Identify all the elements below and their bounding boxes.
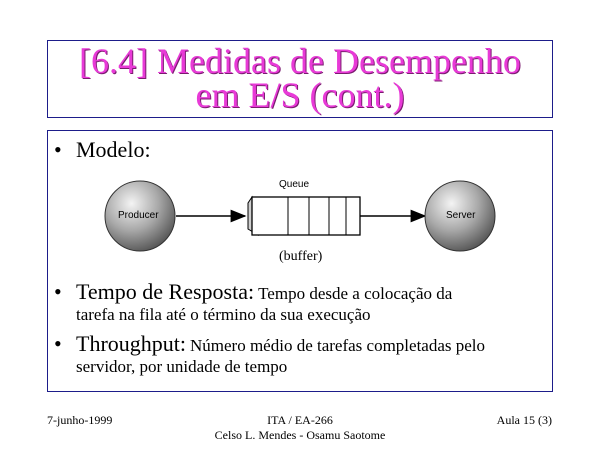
content-box [47, 130, 553, 392]
footer-course: ITA / EA-266 [267, 413, 333, 427]
server-label: Server [446, 210, 476, 221]
slide-title-line1: [6.4] Medidas de Desempenho [79, 41, 521, 81]
throughput-bullet [54, 333, 549, 379]
buffer-label: (buffer) [279, 249, 323, 264]
model-label: Modelo: [76, 137, 151, 162]
throughput-desc: Número médio de tarefas completadas pelo [190, 336, 486, 355]
title-box [47, 40, 553, 118]
response-time-bullet [54, 281, 549, 327]
footer-lecture: Aula 15 (3) [496, 413, 552, 427]
slide-title-line2: em E/S (cont.) [195, 75, 405, 115]
response-time-term: Tempo de Resposta: [76, 279, 255, 304]
throughput-desc-cont: servidor, por unidade de tempo [76, 357, 288, 376]
queue-diagram [103, 173, 513, 273]
bullet-icon: • [54, 331, 62, 356]
bullet-icon: • [54, 279, 62, 304]
producer-label: Producer [118, 210, 159, 221]
response-time-desc: Tempo desde a colocação da [258, 284, 453, 303]
queue-buffer [248, 197, 360, 235]
queue-label: Queue [279, 179, 310, 190]
footer-date: 7-junho-1999 [47, 413, 113, 427]
response-time-desc-cont: tarefa na fila até o término da sua execução [76, 305, 371, 324]
footer-authors: Celso L. Mendes - Osamu Saotome [214, 428, 386, 442]
bullet-icon: • [54, 137, 62, 162]
throughput-term: Throughput: [76, 331, 186, 356]
